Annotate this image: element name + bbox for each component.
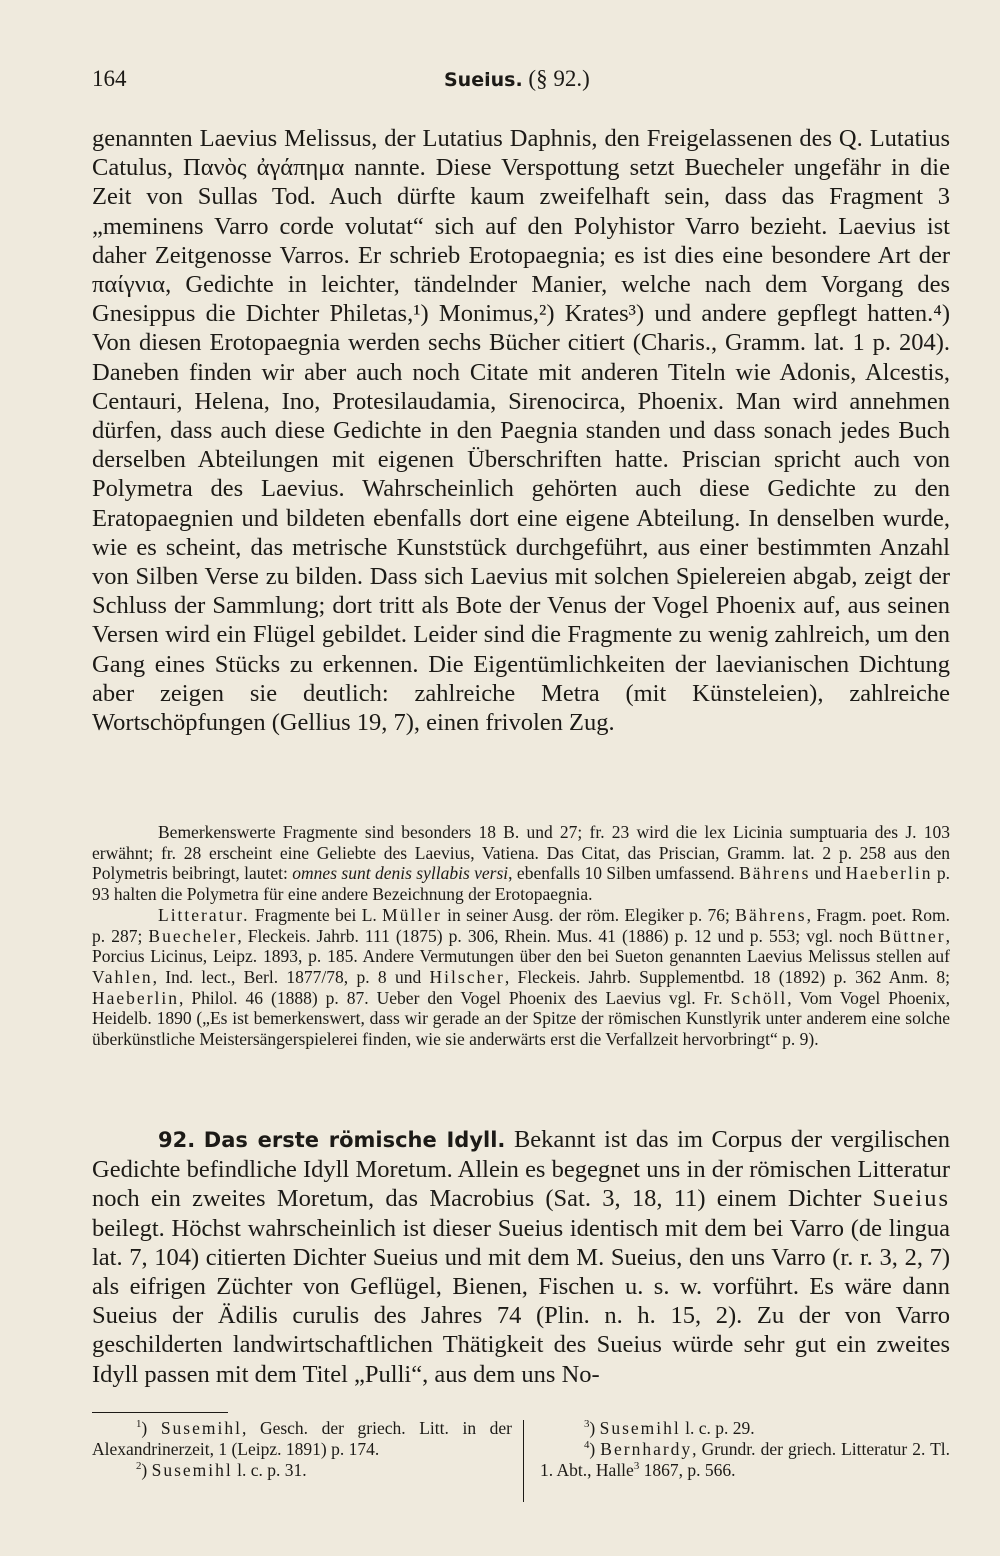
- note-text: , Porcius Licinus, Leipz. 1893, p. 185. Andere Vermutungen über den bei Sueton genannten Laevius Melissus stellen auf: [92, 925, 950, 967]
- author-name: Bernhardy: [600, 1439, 693, 1459]
- main-paragraph: genannten Laevius Melissus, der Lutatius Daphnis, den Freigelassenen des Q. Lutatius Catulus, Πανὸς ἀγάπημα nannte. Diese Verspottung setzt Buecheler ungefähr in die Zeit von Sullas Tod. Auch dürfte kaum zweifelhaft sein, dass das Fragment 3 „meminens Varro corde volutat“ sich auf den Polyhistor Varro bezieht. Laevius ist daher Zeitgenosse Varros. Er schrieb Erotopaegnia; es ist dies eine besondere Art der παίγνια, Gedichte in leichter, tändelnder Manier, welche nach dem Vorgang des Gnesippus die Dichter Philetas,¹) Monimus,²) Krates³) und andere gepflegt hatten.⁴) Von diesen Erotopaegnia werden sechs Bücher citiert (Charis., Gramm. lat. 1 p. 204). Daneben finden wir aber auch noch Citate mit anderen Titeln wie Adonis, Alcestis, Centauri, Helena, Ino, Protesilaudamia, Sirenocirca, Phoenix. Man wird annehmen dürfen, dass auch diese Gedichte in den Paegnia standen und dass sonach jedes Buch derselben Abteilungen mit eigenen Überschriften hatte. Priscian spricht auch von Polymetra des Laevius. Wahrscheinlich gehörten auch diese Gedichte zu den Eratopaegnien und bildeten ebenfalls dort eine eigene Abteilung. In denselben wurde, wie es scheint, das metrische Kunststück durchgeführt, aus einer bestimmten Anzahl von Silben Verse zu bilden. Dass sich Laevius mit solchen Spielereien abgab, zeigt der Schluss der Sammlung; dort tritt als Bote der Venus der Vogel Phoenix auf, aus seinen Versen wird ein Flügel gebildet. Leider sind die Fragmente zu wenig zahlreich, um den Gang eines Stücks zu erkennen. Die Eigentümlichkeiten der laevianischen Dichtung aber zeigen sie deutlich: zahlreiche Metra (mit Künsteleien), zahlreiche Wortschöpfungen (Gellius 19, 7), einen frivolen Zug.: [92, 125, 950, 737]
- notes-block: [92, 822, 950, 1050]
- footnote-mark: 4: [584, 1439, 590, 1452]
- note-text: , Vom Vogel Phoenix, Heidelb. 1890 („Es ist bemerkenswert, dass wir gerade an der Spitze der römischen Kunstlyrik unter anderem eine solche überkünstliche Meistersängerspielerei finden, wie sie anderwärts erst die Verfallzeit hervorbringt“ p. 9).: [92, 987, 950, 1050]
- literature-note: [92, 905, 950, 1050]
- note-text: Fragmente bei L.: [249, 904, 383, 925]
- latin-quote: omnes sunt denis syllabis versi: [292, 863, 509, 884]
- section-92: [92, 1125, 950, 1389]
- section-number: 92.: [158, 1128, 196, 1152]
- section-title: Das erste römische Idyll.: [203, 1128, 506, 1152]
- note-text: , Fragm. poet. Rom. p. 287;: [92, 904, 950, 946]
- running-header: [92, 66, 950, 100]
- author-name: Haeberlin: [92, 987, 179, 1008]
- running-title-text: Sueius.: [444, 69, 523, 91]
- section-reference: (§ 92.): [528, 66, 590, 91]
- section-text: Bekannt ist das im Corpus der vergilischen Gedichte befindliche Idyll Moretum. Allein es begegnet uns in der römischen Litteratur noch ein zweites Moretum, das Macrobius (Sat. 3, 18, 11) einem Dichter: [92, 1126, 951, 1213]
- note-text: in seiner Ausg. der röm. Elegiker p. 76;: [441, 904, 736, 925]
- footnote-mark: 1: [136, 1418, 142, 1431]
- running-title: [444, 66, 590, 92]
- author-name: Vahlen: [92, 966, 153, 987]
- note-text: und: [810, 863, 846, 884]
- footnote-mark: 2: [136, 1460, 142, 1473]
- footnote-4: $^4$) Bernhardy, Grundr. der griech. Litteratur 2. Tl. 1. Abt., Halle$^3$ 1867, p. 566.: [540, 1439, 950, 1480]
- note-text: Bemerkenswerte Fragmente sind besonders 18 B. und 27; fr. 23 wird die lex Licinia sumptuaria des J. 103 erwähnt; fr. 28 erscheint eine Geliebte des Laevius, Vatiena. Das Citat, das Priscian, Gramm. lat. 2 p. 258 aus den Polymetris beibringt, lautet:: [92, 822, 950, 884]
- main-text-block: [92, 124, 950, 737]
- footnote-text: , Gesch. der griech. Litt. in der Alexandrinerzeit, 1 (Leipz. 1891) p. 174.: [92, 1418, 512, 1459]
- fragments-note: [92, 822, 950, 905]
- note-text: , Ind. lect., Berl. 1877/78, p. 8 und: [152, 966, 430, 987]
- author-name: Susemihl: [599, 1418, 681, 1438]
- author-name: Susemihl: [160, 1418, 242, 1438]
- footnote-text: 1867, p. 566.: [639, 1460, 736, 1480]
- author-name: Büttner: [879, 925, 946, 946]
- note-text: , Fleckeis. Jahrb. 111 (1875) p. 306, Rhein. Mus. 41 (1886) p. 12 und p. 553; vgl. noch: [237, 925, 880, 946]
- note-text: , Fleckeis. Jahrb. Supplementbd. 18 (1892) p. 362 Anm. 8;: [504, 966, 951, 987]
- author-name: Bährens: [739, 863, 811, 884]
- section-text: beilegt. Höchst wahrscheinlich ist dieser Sueius identisch mit dem bei Varro (de lingua lat. 7, 104) citierten Dichter Sueius und mit dem M. Sueius, den uns Varro (r. r. 3, 2, 7) als eifrigen Züchter von Geflügel, Bienen, Fischen u. s. w. vorführt. Es wäre dann Sueius der Ädilis curulis des Jahres 74 (Plin. n. h. 15, 2). Zu der von Varro geschilderten landwirtschaftlichen Thätigkeit des Sueius würde sehr gut ein zweites Idyll passen mit dem Titel „Pulli“, aus dem uns No-: [92, 1214, 950, 1388]
- author-name: Hilscher: [429, 966, 505, 987]
- section-paragraph: [92, 1125, 950, 1389]
- author-name: Susemihl: [151, 1460, 233, 1480]
- author-name: Müller: [382, 904, 442, 925]
- footnote-rule: [92, 1412, 228, 1413]
- footnotes-right: [540, 1418, 950, 1481]
- footnote-column-divider: [523, 1420, 524, 1502]
- author-name: Sueius: [872, 1185, 950, 1213]
- note-text: p. 93 halten die Polymetra für eine andere Bezeichnung der Erotopaegnia.: [92, 863, 950, 905]
- note-text: , Philol. 46 (1888) p. 87. Ueber den Vogel Phoenix des Laevius vgl. Fr.: [179, 987, 731, 1008]
- author-name: Bährens: [735, 904, 807, 925]
- footnote-text: l. c. p. 31.: [232, 1460, 307, 1480]
- footnote-mark: 3: [584, 1418, 590, 1431]
- page-number: 164: [92, 66, 127, 91]
- footnotes-left: [92, 1418, 512, 1481]
- footnote-text: l. c. p. 29.: [680, 1418, 755, 1438]
- literature-label: Litteratur.: [158, 904, 250, 925]
- footnote-text: , Grundr. der griech. Litteratur 2. Tl. 1. Abt., Halle: [540, 1439, 950, 1480]
- note-text: , ebenfalls 10 Silben umfassend.: [508, 863, 740, 884]
- author-name: Schöll: [730, 987, 788, 1008]
- edition-mark: 3: [633, 1460, 640, 1473]
- footnote-2: $^2$) Susemihl l. c. p. 31.: [136, 1460, 307, 1480]
- author-name: Haeberlin: [845, 863, 933, 884]
- author-name: Buecheler: [148, 925, 238, 946]
- footnote-1: $^1$) Susemihl, Gesch. der griech. Litt. in der Alexandrinerzeit, 1 (Leipz. 1891) p. 174.: [92, 1418, 512, 1459]
- footnote-3: $^3$) Susemihl l. c. p. 29.: [584, 1418, 755, 1438]
